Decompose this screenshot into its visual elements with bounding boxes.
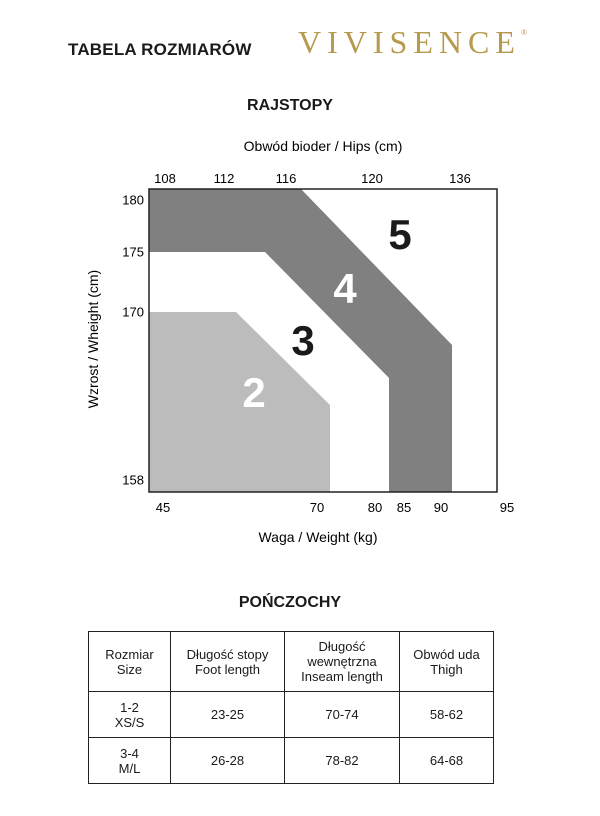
tights-section-title: RAJSTOPY: [247, 97, 333, 114]
weight-tick-label: 85: [396, 500, 412, 515]
hips-tick-label: 108: [154, 171, 176, 186]
table-cell: 70-74: [285, 692, 400, 738]
brand-name: VIVISENCE: [298, 24, 521, 60]
table-cell: 1-2 XS/S: [89, 692, 171, 738]
size-5-label: 5: [388, 211, 412, 258]
hips-axis-label: Obwód bioder / Hips (cm): [243, 138, 403, 154]
page-title: TABELA ROZMIARÓW: [68, 40, 252, 59]
weight-tick-label: 45: [155, 500, 171, 515]
hips-tick-label: 120: [361, 171, 383, 186]
table-row: [89, 692, 494, 738]
hips-tick-label: 136: [449, 171, 471, 186]
stockings-size-table: [88, 631, 494, 784]
size-2-label: 2: [242, 369, 266, 416]
stockings-section-title: POŃCZOCHY: [238, 594, 342, 611]
weight-tick-label: 80: [367, 500, 383, 515]
table-cell: 3-4 M/L: [89, 738, 171, 784]
hips-tick-label: 116: [275, 171, 297, 186]
weight-tick-label: 95: [499, 500, 515, 515]
height-tick-label: 158: [122, 472, 144, 488]
weight-tick-label: 70: [309, 500, 325, 515]
column-header-inseam-length: Długość wewnętrzna Inseam length: [285, 632, 400, 692]
table-cell: 23-25: [171, 692, 285, 738]
column-header-thigh: Obwód uda Thigh: [400, 632, 494, 692]
column-header-foot-length: Długość stopy Foot length: [171, 632, 285, 692]
registered-mark: ®: [520, 28, 527, 37]
weight-tick-label: 90: [433, 500, 449, 515]
weight-axis-label: Waga / Weight (kg): [258, 529, 378, 545]
table-cell: 26-28: [171, 738, 285, 784]
size-4-label: 4: [333, 265, 357, 312]
table-header-row: [89, 632, 494, 692]
hips-tick-label: 112: [213, 171, 235, 186]
table-cell: 64-68: [400, 738, 494, 784]
table-row: [89, 738, 494, 784]
height-tick-label: 175: [122, 244, 144, 260]
size-3-label: 3: [291, 317, 315, 364]
table-cell: 58-62: [400, 692, 494, 738]
column-header-size: Rozmiar Size: [89, 632, 171, 692]
chart-regions: [149, 189, 497, 492]
height-tick-label: 170: [122, 304, 144, 320]
height-axis-label: Wzrost / Wheight (cm): [85, 269, 101, 409]
table-cell: 78-82: [285, 738, 400, 784]
height-tick-label: 180: [122, 192, 144, 208]
